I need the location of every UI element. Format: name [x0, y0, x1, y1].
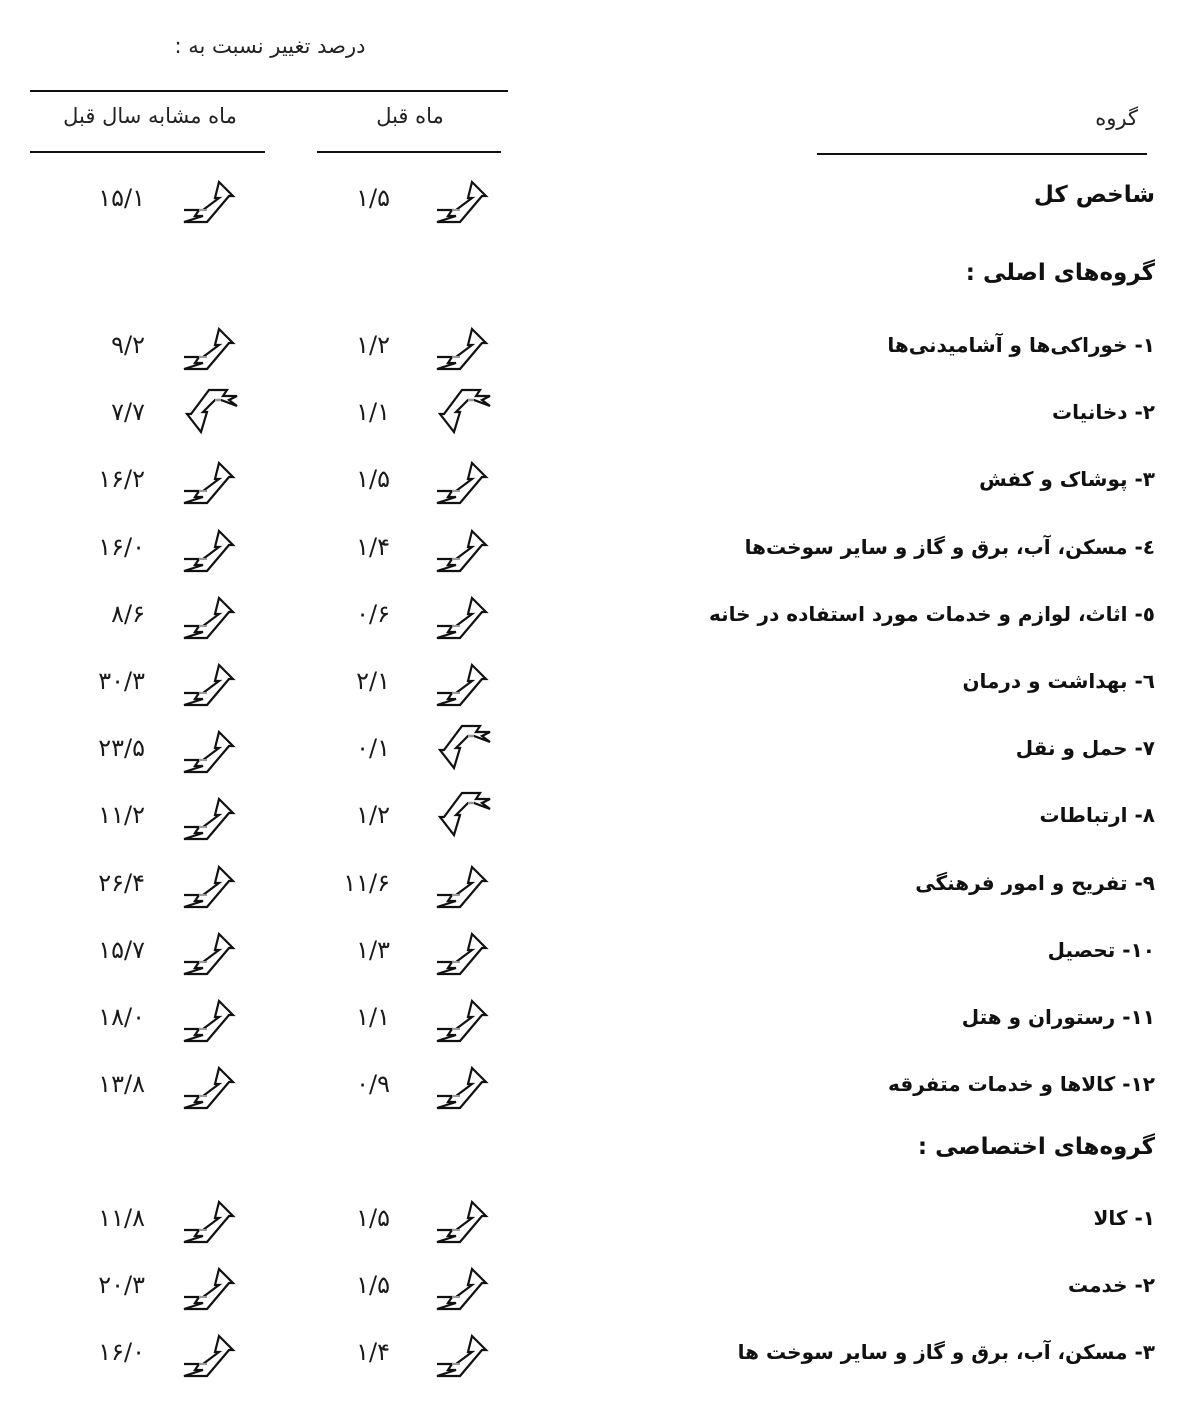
trend-arrow-icon	[181, 521, 239, 573]
prev-month-value: ۱/۵	[356, 465, 390, 494]
trend-arrow-icon	[181, 655, 239, 707]
row-label: ۱۲- کالاها و خدمات متفرقه	[888, 1072, 1155, 1097]
header-top-rule	[30, 90, 508, 92]
section-title-main-groups: گروه‌های اصلی :	[965, 260, 1155, 286]
trend-arrow-icon	[181, 319, 239, 371]
arrow-up-right-icon	[181, 319, 239, 371]
arrow-up-right-icon	[181, 1326, 239, 1378]
row-label: ۱- خوراکی‌ها و آشامیدنی‌ها	[887, 333, 1155, 357]
prev-month-value: ۱/۵	[356, 1271, 390, 1299]
arrow-down-left-icon	[434, 789, 492, 841]
arrow-up-right-icon	[181, 991, 239, 1043]
trend-arrow-icon	[434, 1326, 492, 1378]
table-title: درصد تغییر نسبت به :	[174, 34, 366, 58]
row-label: ۱۱- رستوران و هتل	[961, 1005, 1155, 1029]
trend-arrow-icon	[434, 1192, 492, 1244]
arrow-up-right-icon	[181, 722, 239, 774]
same-month-prev-year-value: ۱۳/۸	[98, 1070, 145, 1099]
same-month-prev-year-value: ۱۵/۱	[98, 184, 145, 212]
arrow-up-right-icon	[434, 1326, 492, 1378]
same-month-prev-year-value: ۲۰/۳	[98, 1271, 145, 1299]
same-month-prev-year-value: ۱۸/۰	[98, 1003, 145, 1031]
column-rule-prev-month	[317, 151, 501, 153]
arrow-up-right-icon	[434, 655, 492, 707]
trend-arrow-icon	[181, 789, 239, 841]
prev-month-value: ۰/۶	[356, 599, 390, 628]
same-month-prev-year-value: ۳۰/۳	[98, 667, 145, 695]
arrow-up-right-icon	[434, 924, 492, 976]
same-month-prev-year-value: ۱۶/۰	[98, 1338, 145, 1366]
arrow-down-left-icon	[181, 386, 239, 438]
row-label: ۸- ارتباطات	[1039, 803, 1155, 828]
arrow-up-right-icon	[434, 172, 492, 224]
table-row	[0, 394, 1200, 434]
trend-arrow-icon	[434, 172, 492, 224]
prev-month-value: ۱/۵	[356, 184, 390, 212]
same-month-prev-year-value: ۷/۷	[111, 398, 145, 427]
table-row	[0, 865, 1200, 905]
trend-arrow-icon	[434, 789, 492, 841]
row-label: ۲- خدمت	[1067, 1273, 1155, 1297]
trend-arrow-icon	[181, 991, 239, 1043]
same-month-prev-year-value: ۸/۶	[111, 599, 145, 628]
prev-month-value: ۱/۱	[356, 398, 390, 427]
arrow-down-left-icon	[434, 386, 492, 438]
arrow-up-right-icon	[181, 453, 239, 505]
row-label: ٤- مسکن، آب، برق و گاز و سایر سوخت‌ها	[744, 534, 1155, 559]
table-row	[0, 596, 1200, 636]
table-row	[0, 932, 1200, 972]
table-row	[0, 730, 1200, 770]
table-row	[0, 529, 1200, 569]
arrow-up-right-icon	[434, 857, 492, 909]
table-row	[0, 1334, 1200, 1374]
arrow-up-right-icon	[181, 789, 239, 841]
row-label: ۷- حمل و نقل	[1015, 736, 1155, 761]
trend-arrow-icon	[434, 1058, 492, 1110]
arrow-up-right-icon	[434, 453, 492, 505]
prev-month-value: ۱/۴	[356, 1338, 390, 1366]
prev-month-value: ۱/۲	[356, 331, 390, 359]
table-row	[0, 461, 1200, 501]
table-row	[0, 1200, 1200, 1240]
trend-arrow-icon	[434, 655, 492, 707]
trend-arrow-icon	[181, 1058, 239, 1110]
arrow-up-right-icon	[181, 857, 239, 909]
table-row-total	[0, 180, 1200, 220]
row-label: ۱۰- تحصیل	[1047, 937, 1155, 962]
prev-month-value: ۱۱/۶	[343, 868, 390, 897]
row-label: ۳- مسکن، آب، برق و گاز و سایر سوخت ها	[737, 1340, 1155, 1364]
trend-arrow-icon	[434, 319, 492, 371]
same-month-prev-year-value: ۱۶/۰	[98, 532, 145, 561]
row-label: ۹- تفریح و امور فرهنگی	[915, 870, 1155, 895]
prev-month-value: ۰/۱	[356, 734, 390, 763]
same-month-prev-year-value: ۱۱/۸	[98, 1204, 145, 1232]
same-month-prev-year-value: ۱۱/۲	[98, 801, 145, 830]
trend-arrow-icon	[181, 172, 239, 224]
prev-month-value: ۱/۲	[356, 801, 390, 830]
trend-arrow-icon	[434, 521, 492, 573]
row-label: ۱- کالا	[1093, 1206, 1155, 1230]
trend-arrow-icon	[181, 722, 239, 774]
prev-month-value: ۰/۹	[356, 1070, 390, 1099]
table-row	[0, 327, 1200, 367]
arrow-up-right-icon	[181, 924, 239, 976]
same-month-prev-year-value: ۲۶/۴	[98, 868, 145, 897]
table-row	[0, 663, 1200, 703]
trend-arrow-icon	[181, 857, 239, 909]
column-header-prev-month: ماه قبل	[376, 104, 444, 128]
column-header-group: گروه	[1095, 106, 1138, 130]
trend-arrow-icon	[434, 722, 492, 774]
trend-arrow-icon	[181, 386, 239, 438]
trend-arrow-icon	[434, 588, 492, 640]
arrow-up-right-icon	[181, 1192, 239, 1244]
trend-arrow-icon	[434, 453, 492, 505]
arrow-up-right-icon	[434, 1192, 492, 1244]
arrow-up-right-icon	[434, 1058, 492, 1110]
trend-arrow-icon	[434, 991, 492, 1043]
prev-month-value: ۱/۳	[356, 935, 390, 964]
arrow-up-right-icon	[181, 1259, 239, 1311]
column-header-same-month-prev-year: ماه مشابه سال قبل	[63, 104, 237, 128]
trend-arrow-icon	[181, 1192, 239, 1244]
section-title-special-groups: گروه‌های اختصاصی :	[917, 1134, 1155, 1160]
trend-arrow-icon	[181, 453, 239, 505]
prev-month-value: ۱/۴	[356, 532, 390, 561]
prev-month-value: ۱/۱	[356, 1003, 390, 1031]
table-row	[0, 797, 1200, 837]
column-rule-same-month-prev-year	[30, 151, 265, 153]
trend-arrow-icon	[181, 1326, 239, 1378]
trend-arrow-icon	[181, 924, 239, 976]
row-label: ۳- پوشاک و کفش	[979, 467, 1155, 492]
arrow-up-right-icon	[181, 655, 239, 707]
arrow-up-right-icon	[434, 319, 492, 371]
trend-arrow-icon	[434, 386, 492, 438]
same-month-prev-year-value: ۹/۲	[111, 331, 145, 359]
trend-arrow-icon	[434, 924, 492, 976]
row-label: ٥- اثاث، لوازم و خدمات مورد استفاده در خانه	[709, 601, 1155, 626]
arrow-up-right-icon	[434, 1259, 492, 1311]
arrow-up-right-icon	[434, 991, 492, 1043]
prev-month-value: ۲/۱	[356, 667, 390, 695]
row-label: شاخص کل	[1033, 182, 1155, 208]
table-row	[0, 999, 1200, 1039]
arrow-up-right-icon	[181, 521, 239, 573]
column-rule-group	[817, 153, 1147, 155]
arrow-up-right-icon	[434, 588, 492, 640]
arrow-up-right-icon	[434, 521, 492, 573]
same-month-prev-year-value: ۲۳/۵	[98, 734, 145, 763]
trend-arrow-icon	[181, 588, 239, 640]
trend-arrow-icon	[434, 857, 492, 909]
same-month-prev-year-value: ۱۶/۲	[98, 465, 145, 494]
row-label: ۲- دخانیات	[1052, 400, 1155, 425]
prev-month-value: ۱/۵	[356, 1204, 390, 1232]
arrow-up-right-icon	[181, 1058, 239, 1110]
arrow-up-right-icon	[181, 588, 239, 640]
row-label: ٦- بهداشت و درمان	[962, 669, 1155, 693]
trend-arrow-icon	[434, 1259, 492, 1311]
trend-arrow-icon	[181, 1259, 239, 1311]
table-row	[0, 1066, 1200, 1106]
arrow-down-left-icon	[434, 722, 492, 774]
same-month-prev-year-value: ۱۵/۷	[98, 935, 145, 964]
table-row	[0, 1267, 1200, 1307]
arrow-up-right-icon	[181, 172, 239, 224]
